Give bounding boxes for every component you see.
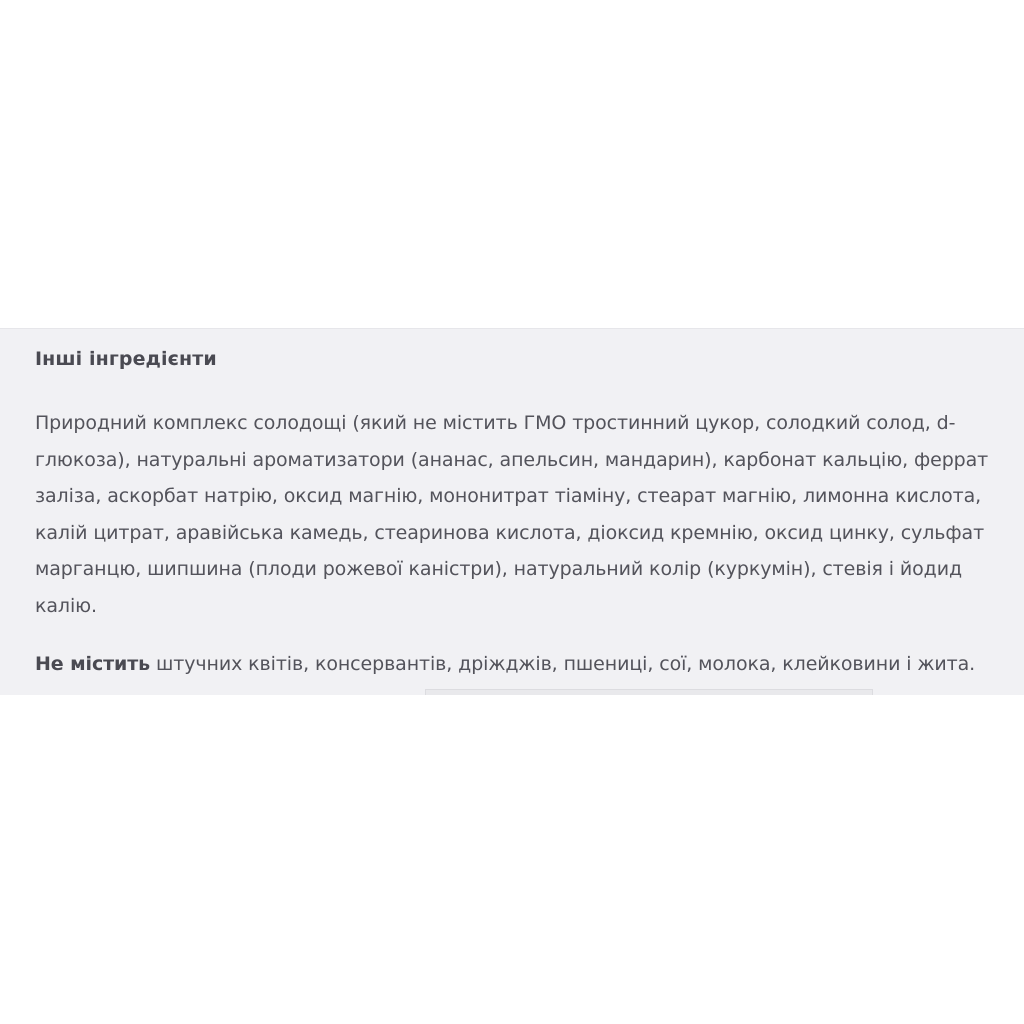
allergen-label: Не містить [35, 652, 151, 675]
ingredients-list: Природний комплекс солодощі (який не містить ГМО тростинний цукор, солодкий солод, d-глюкоза), натуральні ароматизатори (ананас, апельсин, мандарин), карбонат кальцію, феррат заліза, аскорбат натрію, оксид магнію, мононитрат тіаміну, стеарат магнію, лимонна кислота, калій цитрат, аравійська камедь, стеаринова кислота, діоксид кремнію, оксид цинку, сульфат марганцю, шипшина (плоди рожевої каністри), натуральний колір (куркумін), стевія і йодид калію. [35, 412, 989, 617]
section-title: Інші інгредієнти [35, 348, 217, 370]
allergen-list: штучних квітів, консервантів, дріжджів, пшениці, сої, молока, клейковини і жита. [150, 652, 976, 675]
partial-element-edge [425, 689, 873, 695]
allergen-statement [35, 646, 1004, 682]
ingredients-panel [0, 328, 1024, 695]
